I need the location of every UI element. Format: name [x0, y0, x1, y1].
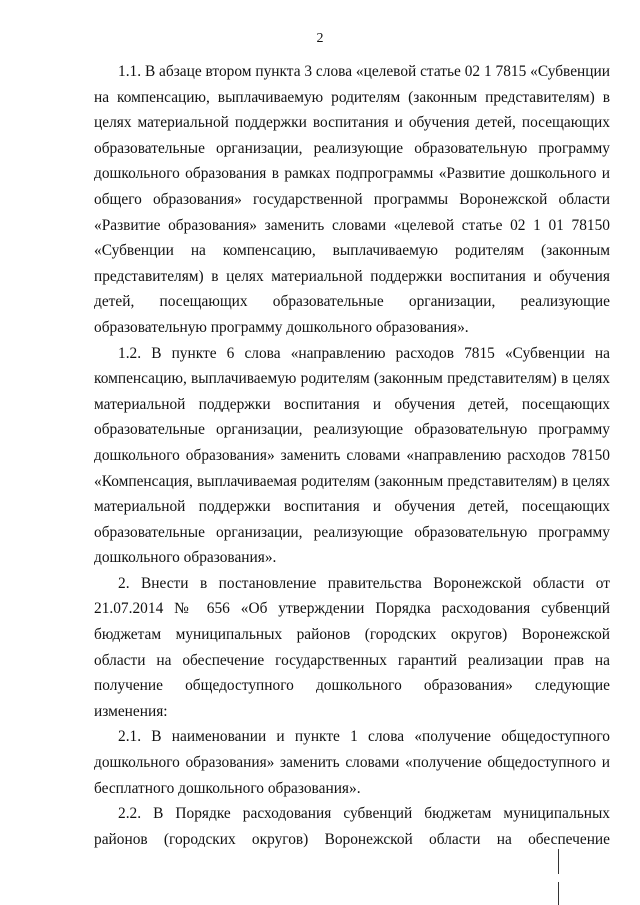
- paragraph-1-1: 1.1. В абзаце втором пункта 3 слова «целевой статье 02 1 7815 «Субвенции на компенсацию, выплачиваемую родителям (законным представителям) в целях материальной поддержки воспитания и обучения детей, посещающих образовательные организации, реализующие образовательную программу дошкольного образования в рамках подпрограммы «Развитие дошкольного и общего образования» государственной программы Воронежской области «Развитие образования» заменить словами «целевой статье 02 1 01 78150 «Субвенции на компенсацию, выплачиваемую родителям (законным представителям) в целях материальной поддержки воспитания и обучения детей, посещающих образовательные организации, реализующие образовательную программу дошкольного образования».: [94, 63, 610, 336]
- paragraph-1-2: 1.2. В пункте 6 слова «направлению расходов 7815 «Субвенции на компенсацию, выплачиваемую родителям (законным представителям) в целях материальной поддержки воспитания и обучения детей, посещающих образовательные организации, реализующие образовательную программу дошкольного образования» заменить словами «направлению расходов 78150 «Компенсация, выплачиваемая родителям (законным представителям) в целях материальной поддержки воспитания и обучения детей, посещающих образовательные организации, реализующие образовательную программу дошкольного образования».: [94, 344, 610, 567]
- page-number: 2: [316, 31, 324, 46]
- margin-line-mark: [558, 882, 559, 905]
- paragraph-2-1: 2.1. В наименовании и пункте 1 слова «получение общедоступного дошкольного образования» заменить словами «получение общедоступного и бесплатного дошкольного образования».: [94, 728, 610, 797]
- paragraph-2: 2. Внести в постановление правительства Воронежской области от 21.07.2014 № 656 «Об утверждении Порядка расходования субвенций бюджетам муниципальных районов (городских округов) Воронежской области на обеспечение государственных гарантий реализации прав на получение общедоступного дошкольного образования» следующие изменения:: [94, 574, 610, 720]
- margin-line-mark: [558, 849, 559, 874]
- paragraph-2-2: 2.2. В Порядке расходования субвенций бюджетам муниципальных районов (городских округов) Воронежской области на обеспечение: [94, 805, 610, 848]
- document-body: [94, 59, 610, 852]
